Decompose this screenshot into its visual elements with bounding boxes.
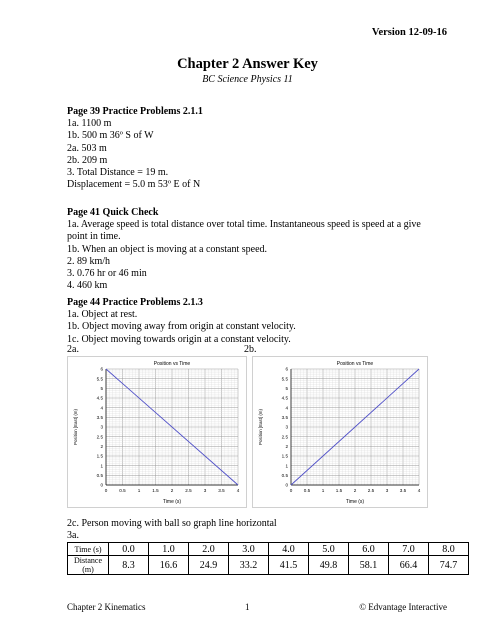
x-axis-label: Time (s) (162, 499, 182, 505)
y-tick-label: 6 (100, 366, 103, 372)
x-axis-label: Time (s) (345, 499, 365, 505)
graph-label-2a: 2a. (67, 344, 79, 355)
x-tick-label: 3.5 (399, 488, 407, 493)
section-heading: Page 39 Practice Problems 2.1.1 (67, 106, 203, 117)
row-label-distance: Distance (m) (68, 556, 109, 575)
row-label-time: Time (s) (68, 543, 109, 556)
x-tick-label: 2 (170, 488, 174, 493)
y-tick-label: 3.5 (96, 414, 103, 420)
x-tick-label: 3 (385, 488, 389, 493)
answer-line: 1b. 500 m 36º S of W (67, 130, 154, 142)
y-tick-label: 0.5 (281, 472, 288, 478)
y-tick-label: 2 (100, 443, 103, 449)
x-tick-label: 0.5 (303, 488, 311, 493)
y-tick-label: 2.5 (281, 434, 288, 440)
position-time-chart-2b (252, 356, 428, 508)
y-tick-label: 5.5 (96, 376, 103, 382)
y-axis-label: Position [East] (m) (258, 409, 263, 445)
y-tick-label: 2 (285, 443, 288, 449)
x-tick-label: 1 (321, 488, 325, 493)
x-tick-label: 2.5 (367, 488, 375, 493)
table-cell: 4.0 (269, 543, 309, 556)
chart-title: Position vs Time (336, 361, 374, 367)
x-tick-label: 0.5 (119, 488, 126, 493)
answer-line: 2c. Person moving with ball so graph line horizontal (67, 518, 277, 529)
section-heading: Page 41 Quick Check (67, 207, 159, 218)
y-tick-label: 6 (285, 366, 288, 372)
y-tick-label: 5 (285, 385, 288, 391)
answer-line: 3a. (67, 530, 79, 542)
table-cell: 3.0 (229, 543, 269, 556)
table-cell: 1.0 (149, 543, 189, 556)
answer-line: 1a. Object at rest. (67, 309, 138, 321)
y-tick-label: 0 (100, 482, 103, 488)
answer-line: 1b. Object moving away from origin at constant velocity. (67, 321, 296, 333)
x-tick-label: 3 (203, 488, 207, 493)
page-title: Chapter 2 Answer Key (177, 56, 318, 72)
x-tick-label: 0 (289, 488, 293, 493)
y-tick-label: 3 (285, 424, 288, 430)
x-tick-label: 2.5 (185, 488, 192, 493)
answer-line: 3. 0.76 hr or 46 min (67, 268, 147, 280)
section-heading: Page 44 Practice Problems 2.1.3 (67, 297, 203, 308)
x-tick-label: 1.5 (152, 488, 159, 493)
table-cell: 74.7 (429, 556, 469, 575)
table-cell: 24.9 (189, 556, 229, 575)
y-tick-label: 0.5 (96, 472, 103, 478)
position-time-chart-2a (67, 356, 247, 508)
footer-chapter: Chapter 2 Kinematics (67, 602, 146, 612)
table-cell: 6.0 (349, 543, 389, 556)
footer-page-number: 1 (245, 602, 250, 612)
y-tick-label: 4.5 (281, 395, 288, 401)
table-cell: 2.0 (189, 543, 229, 556)
table-row (68, 543, 469, 556)
section-quick-check (67, 207, 447, 292)
answer-line: 1b. When an object is moving at a constant speed. (67, 243, 268, 255)
answer-line: Displacement = 5.0 m 53º E of N (67, 179, 201, 191)
time-distance-table (67, 542, 469, 575)
x-tick-label: 4 (417, 488, 421, 493)
x-tick-label: 2 (353, 488, 357, 493)
section-practice-2-1-3 (67, 297, 447, 346)
answer-line: 1c. Object moving towards origin at a constant velocity. (67, 333, 291, 345)
table-cell: 0.0 (109, 543, 149, 556)
section-after-graphs (67, 518, 447, 542)
table-cell: 7.0 (389, 543, 429, 556)
table-cell: 41.5 (269, 556, 309, 575)
y-tick-label: 5.5 (281, 376, 288, 382)
x-tick-label: 1.5 (335, 488, 343, 493)
chart-title: Position vs Time (153, 361, 191, 367)
table-row (68, 556, 469, 575)
graph-label-2b: 2b. (244, 344, 257, 355)
x-tick-label: 1 (137, 488, 141, 493)
table-cell: 8.3 (109, 556, 149, 575)
version-label: Version 12-09-16 (371, 27, 447, 38)
table-cell: 58.1 (349, 556, 389, 575)
table-cell: 33.2 (229, 556, 269, 575)
page-subtitle: BC Science Physics 11 (202, 74, 293, 85)
answer-line: 4. 460 km (67, 280, 108, 292)
y-tick-label: 1 (100, 463, 103, 469)
y-tick-label: 3 (100, 424, 103, 430)
y-axis-label: Position [East] (m) (73, 409, 78, 445)
y-tick-label: 1.5 (96, 453, 103, 459)
y-tick-label: 5 (100, 385, 103, 391)
y-tick-label: 0 (285, 482, 288, 488)
x-tick-label: 4 (236, 488, 240, 493)
answer-line: 2b. 209 m (67, 154, 108, 166)
x-tick-label: 3.5 (218, 488, 225, 493)
answer-line: 2a. 503 m (67, 142, 107, 154)
table-cell: 66.4 (389, 556, 429, 575)
answer-line: 2. 89 km/h (67, 255, 111, 267)
answer-line: 1a. 1100 m (67, 118, 112, 130)
y-tick-label: 4 (285, 405, 288, 411)
x-tick-label: 0 (104, 488, 108, 493)
answer-line: 1a. Average speed is total distance over total time. Instantaneous speed is speed at a give point in time. (67, 219, 421, 243)
table-cell: 16.6 (149, 556, 189, 575)
y-tick-label: 4.5 (96, 395, 103, 401)
y-tick-label: 2.5 (96, 434, 103, 440)
table-cell: 5.0 (309, 543, 349, 556)
y-tick-label: 1.5 (281, 453, 288, 459)
section-practice-2-1-1 (67, 106, 447, 191)
table-cell: 8.0 (429, 543, 469, 556)
table-cell: 49.8 (309, 556, 349, 575)
y-tick-label: 1 (285, 463, 288, 469)
y-tick-label: 3.5 (281, 414, 288, 420)
answer-line: 3. Total Distance = 19 m. (67, 167, 169, 179)
footer-copyright: © Edvantage Interactive (359, 602, 447, 612)
y-tick-label: 4 (100, 405, 103, 411)
